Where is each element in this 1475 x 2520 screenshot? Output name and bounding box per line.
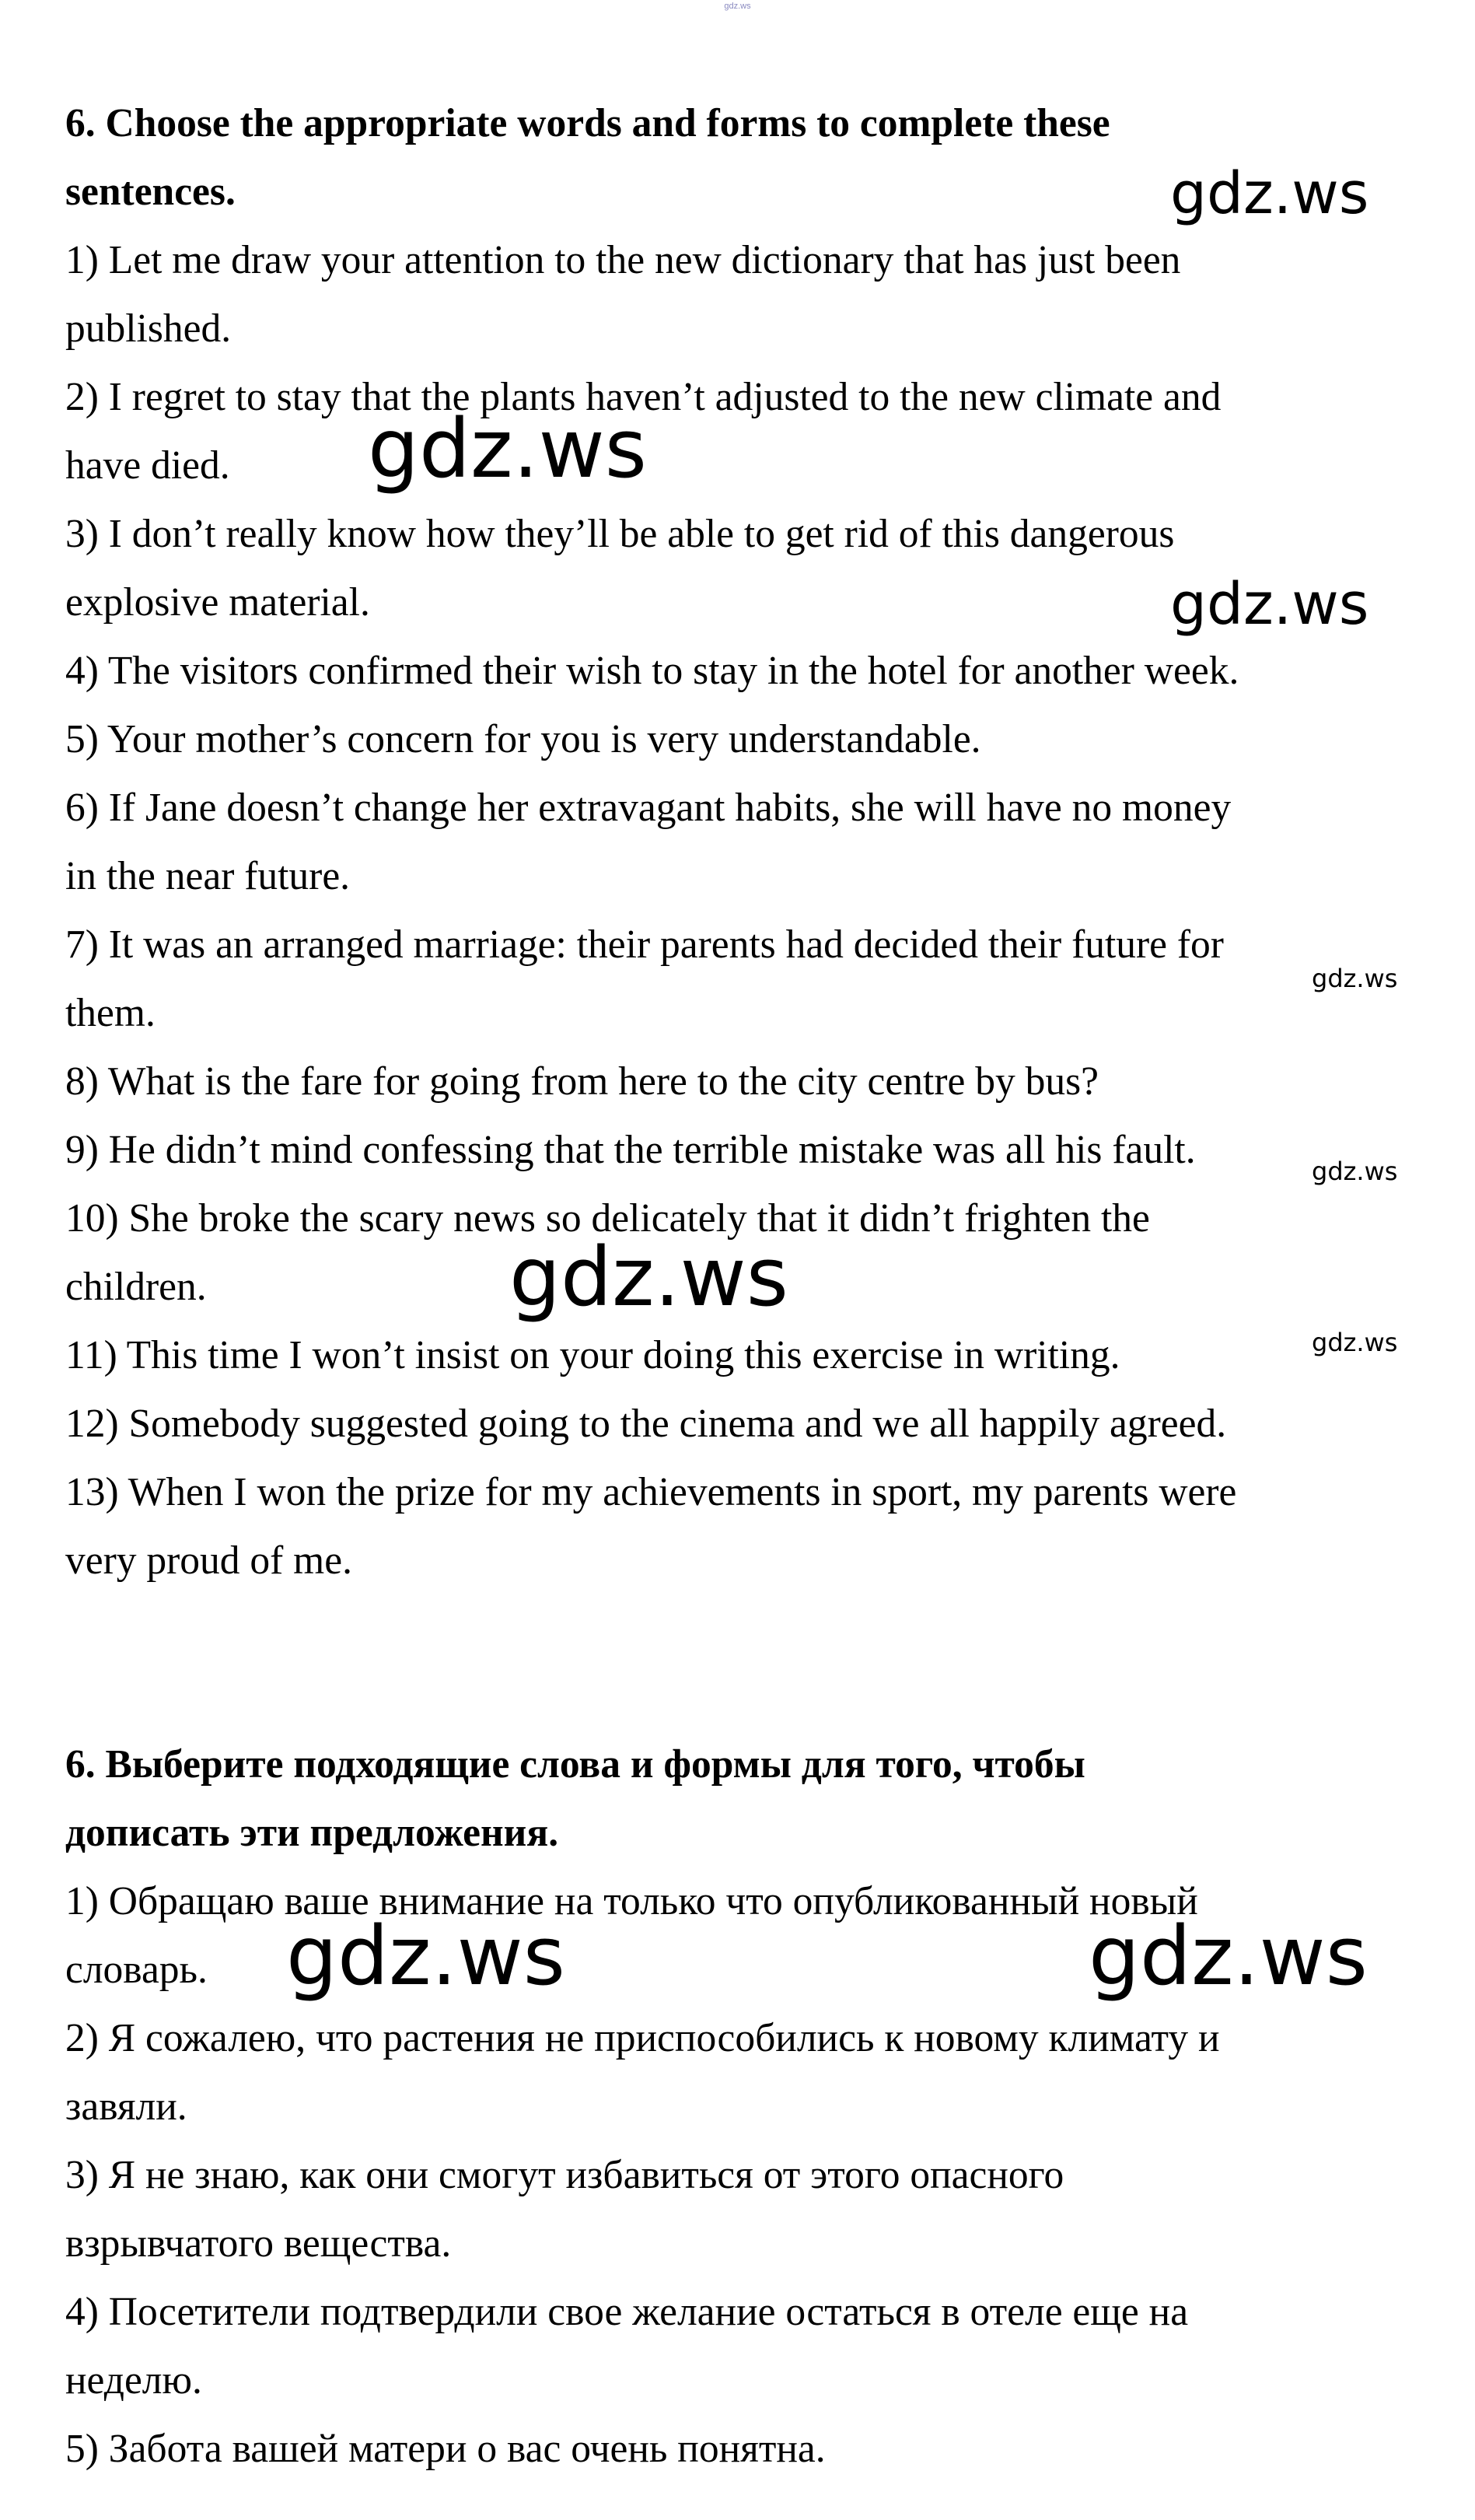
english-line: 7) It was an arranged marriage: their parents had decided their future for [65, 922, 1224, 967]
english-heading-line-1: 6. Choose the appropriate words and forms to complete these [65, 101, 1110, 145]
english-line: published. [65, 306, 232, 351]
english-line: 2) I regret to stay that the plants haven’t adjusted to the new climate and [65, 375, 1222, 419]
english-line: explosive material. [65, 580, 370, 625]
english-line: 11) This time I won’t insist on your doing this exercise in writing. [65, 1333, 1120, 1377]
english-line: 12) Somebody suggested going to the cinema and we all happily agreed. [65, 1402, 1227, 1446]
russian-heading-line-1: 6. Выберите подходящие слова и формы для того, чтобы [65, 1742, 1085, 1787]
english-heading-line-2: sentences. [65, 170, 236, 214]
english-line: have died. [65, 443, 230, 488]
english-line: them. [65, 991, 156, 1035]
watermark: gdz.ws [1170, 571, 1369, 638]
watermark: gdz.ws [1312, 964, 1398, 993]
watermark: gdz.ws [1312, 1157, 1398, 1186]
english-line: 5) Your mother’s concern for you is very understandable. [65, 717, 981, 761]
english-line: 4) The visitors confirmed their wish to stay in the hotel for another week. [65, 649, 1239, 693]
english-section [65, 89, 1449, 1595]
russian-line: 1) Обращаю ваше внимание на только что опубликованный новый [65, 1879, 1198, 1923]
russian-line: взрывчатого вещества. [65, 2221, 452, 2266]
watermark: gdz.ws [1312, 1328, 1398, 1357]
english-line: children. [65, 1265, 207, 1309]
watermark: gdz.ws [1089, 1909, 1368, 2004]
watermark: gdz.ws [509, 1230, 788, 1325]
top-watermark: gdz.ws [724, 2, 751, 11]
russian-line: словарь. [65, 1948, 208, 1992]
russian-section [65, 1731, 1449, 2483]
english-line: 6) If Jane doesn’t change her extravagant habits, she will have no money [65, 786, 1232, 830]
english-line: 8) What is the fare for going from here to the city centre by bus? [65, 1059, 1099, 1104]
english-line: very proud of me. [65, 1538, 352, 1583]
russian-line: 5) Забота вашей матери о вас очень понятна. [65, 2427, 826, 2471]
english-line: 1) Let me draw your attention to the new dictionary that has just been [65, 238, 1181, 282]
russian-line: 3) Я не знаю, как они смогут избавиться от этого опасного [65, 2153, 1064, 2197]
watermark: gdz.ws [368, 401, 647, 496]
russian-line: 4) Посетители подтвердили свое желание остаться в отеле еще на [65, 2290, 1189, 2334]
english-line: 10) She broke the scary news so delicately that it didn’t frighten the [65, 1196, 1150, 1241]
russian-line: 2) Я сожалею, что растения не приспособились к новому климату и [65, 2016, 1220, 2060]
english-line: 9) He didn’t mind confessing that the terrible mistake was all his fault. [65, 1128, 1196, 1172]
russian-line: завяли. [65, 2084, 187, 2129]
russian-heading-line-2: дописать эти предложения. [65, 1811, 559, 1855]
russian-line: неделю. [65, 2358, 202, 2403]
english-line: in the near future. [65, 854, 351, 898]
english-line: 13) When I won the prize for my achievements in sport, my parents were [65, 1470, 1237, 1514]
english-line: 3) I don’t really know how they’ll be able to get rid of this dangerous [65, 512, 1175, 556]
watermark: gdz.ws [286, 1909, 565, 2004]
watermark: gdz.ws [1170, 160, 1369, 227]
